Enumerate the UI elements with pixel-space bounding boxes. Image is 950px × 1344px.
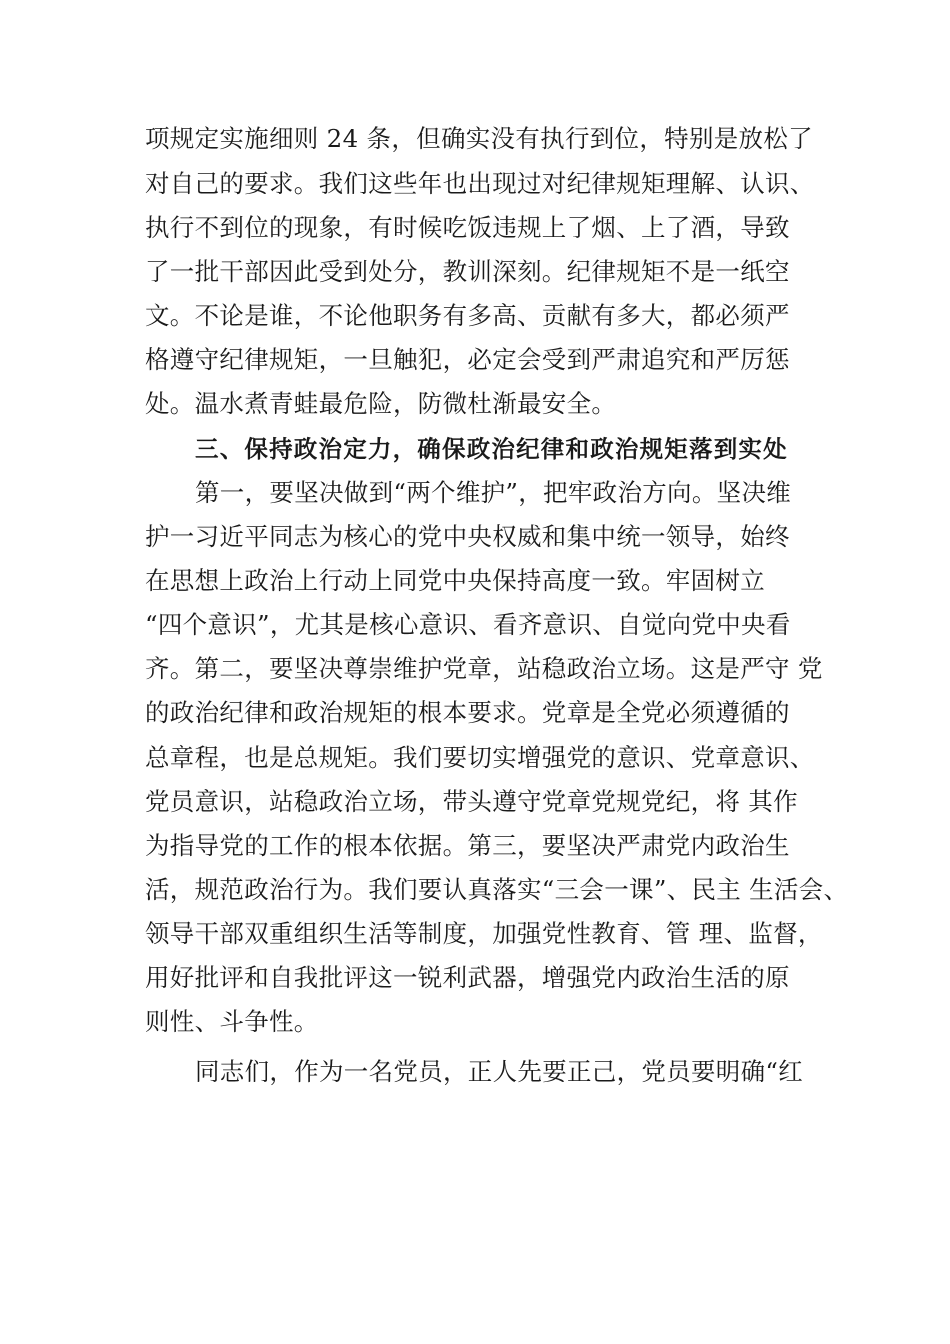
body-text-line: 活，规范政治行为。我们要认真落实“三会一课”、民主 生活会、 [145,875,849,904]
body-text-line: 总章程，也是总规矩。我们要切实增强党的意识、党章意识、 [145,743,815,772]
body-text-line: 齐。第二，要坚决尊崇维护党章，站稳政治立场。这是严守 党 [145,654,823,683]
body-text-line: 文。不论是谁，不论他职务有多高、贡献有多大，都必须严 [145,301,790,330]
body-text-line: 党员意识，站稳政治立场，带头遵守党章党规党纪，将 其作 [145,787,798,816]
body-text-line: 在思想上政治上行动上同党中央保持高度一致。牢固树立 [145,566,765,595]
body-text-line: 格遵守纪律规矩，一旦触犯，必定会受到严肃追究和严厉惩 [145,345,790,374]
section-heading: 三、保持政治定力，确保政治纪律和政治规矩落到实处 [195,435,788,463]
body-text-line: 处。温水煮青蛙最危险，防微杜渐最安全。 [145,389,617,418]
body-text-line: 领导干部双重组织生活等制度，加强党性教育、管 理、监督， [145,919,823,948]
body-text-line: 用好批评和自我批评这一锐利武器，增强党内政治生活的原 [145,963,790,992]
body-text-line: 则性、斗争性。 [145,1007,319,1036]
body-text-line: 为指导党的工作的根本依据。第三，要坚决严肃党内政治生 [145,831,790,860]
body-text-line: 护一习近平同志为核心的党中央权威和集中统一领导，始终 [145,522,790,551]
body-text-line: 执行不到位的现象，有时候吃饭违规上了烟、上了酒，导致 [145,213,790,242]
body-text-line: “四个意识”，尤其是核心意识、看齐意识、自觉向党中央看 [145,610,791,639]
body-text-line: 对自己的要求。我们这些年也出现过对纪律规矩理解、认识、 [145,169,815,198]
body-text-line: 的政治纪律和政治规矩的根本要求。党章是全党必须遵循的 [145,698,790,727]
body-text-line: 项规定实施细则 24 条，但确实没有执行到位，特别是放松了 [145,124,813,153]
body-text-line: 同志们，作为一名党员，正人先要正己，党员要明确“红 [195,1057,804,1086]
body-text-line: 了一批干部因此受到处分，教训深刻。纪律规矩不是一纸空 [145,257,790,286]
body-text-line: 第一，要坚决做到“两个维护”，把牢政治方向。坚决维 [195,478,792,507]
